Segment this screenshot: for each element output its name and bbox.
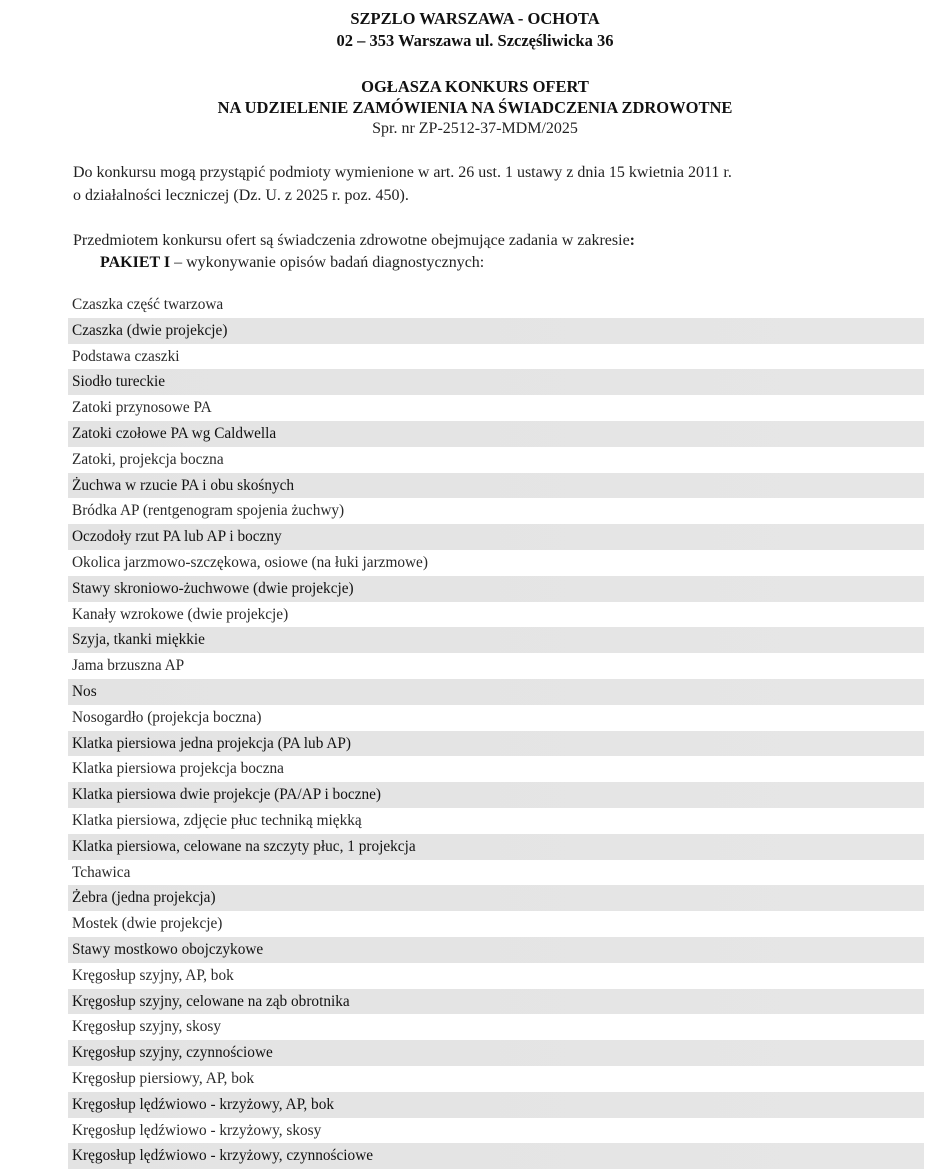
list-item: Stawy mostkowo obojczykowe: [0, 937, 950, 963]
list-item: Szyja, tkanki miękkie: [0, 627, 950, 653]
subject-intro: [73, 229, 873, 252]
examination-list: [0, 292, 950, 1169]
announcement-title: [0, 76, 950, 139]
list-item: Podstawa czaszki: [72, 347, 180, 365]
list-item: Okolica jarzmowo-szczękowa, osiowe (na łuki jarzmowe): [72, 553, 428, 571]
list-item: Bródka AP (rentgenogram spojenia żuchwy): [72, 502, 345, 520]
list-item: Nos: [0, 679, 950, 705]
institution-address: 02 – 353 Warszawa ul. Szczęśliwicka 36: [336, 31, 614, 50]
list-item: Kręgosłup lędźwiowo - krzyżowy, AP, bok: [0, 1092, 950, 1118]
list-item: Kręgosłup lędźwiowo - krzyżowy, skosy: [72, 1121, 322, 1139]
list-item: Kręgosłup lędźwiowo - krzyżowy, czynnościowe: [0, 1143, 950, 1169]
list-item: Zatoki przynosowe PA: [72, 399, 212, 417]
eligibility-line-2: o działalności leczniczej (Dz. U. z 2025 r. poz. 450).: [73, 187, 409, 204]
list-item: Żebra (jedna projekcja): [0, 885, 950, 911]
list-item: Żuchwa w rzucie PA i obu skośnych: [0, 473, 950, 499]
list-item: Czaszka (dwie projekcje): [0, 318, 950, 344]
list-item: Kręgosłup szyjny, czynnościowe: [0, 1040, 950, 1066]
subject-intro-text: Przedmiotem konkursu ofert są świadczenia zdrowotne obejmujące zadania w zakresie: [73, 232, 630, 249]
subject-intro-colon: :: [629, 232, 635, 249]
list-item: Nosogardło (projekcja boczna): [72, 708, 262, 726]
list-item: Klatka piersiowa projekcja boczna: [72, 760, 284, 778]
list-item: Kręgosłup szyjny, AP, bok: [72, 966, 234, 984]
announcement-line-1: OGŁASZA KONKURS OFERT: [361, 77, 589, 96]
document-header: [0, 8, 950, 52]
package-description: – wykonywanie opisów badań diagnostycznych:: [170, 254, 485, 271]
eligibility-paragraph: [73, 161, 873, 207]
package-heading: [100, 252, 484, 274]
reference-number: Spr. nr ZP-2512-37-MDM/2025: [372, 120, 578, 137]
list-item: Zatoki czołowe PA wg Caldwella: [0, 421, 950, 447]
list-item: Jama brzuszna AP: [72, 657, 185, 675]
list-item: Klatka piersiowa jedna projekcja (PA lub AP): [0, 731, 950, 757]
list-item: Tchawica: [72, 863, 131, 881]
list-item: Oczodoły rzut PA lub AP i boczny: [0, 524, 950, 550]
list-item: Mostek (dwie projekcje): [72, 915, 223, 933]
institution-name: SZPZLO WARSZAWA - OCHOTA: [350, 9, 600, 28]
list-item: Klatka piersiowa, celowane na szczyty płuc, 1 projekcja: [0, 834, 950, 860]
list-item: Siodło tureckie: [0, 369, 950, 395]
list-item: Zatoki, projekcja boczna: [72, 450, 224, 468]
list-item: Stawy skroniowo-żuchwowe (dwie projekcje): [0, 576, 950, 602]
list-item: Kręgosłup szyjny, celowane na ząb obrotnika: [0, 989, 950, 1015]
list-item: Kręgosłup szyjny, skosy: [72, 1018, 221, 1036]
package-label: PAKIET I: [100, 254, 171, 271]
list-item: Kręgosłup piersiowy, AP, bok: [72, 1069, 255, 1087]
eligibility-line-1: Do konkursu mogą przystąpić podmioty wymienione w art. 26 ust. 1 ustawy z dnia 15 kwietnia 2011 r.: [73, 164, 732, 181]
list-item: Kanały wzrokowe (dwie projekcje): [72, 605, 289, 623]
list-item: Czaszka część twarzowa: [72, 296, 224, 313]
list-item: Klatka piersiowa dwie projekcje (PA/AP i boczne): [0, 782, 950, 808]
announcement-line-2: NA UDZIELENIE ZAMÓWIENIA NA ŚWIADCZENIA ZDROWOTNE: [217, 98, 733, 117]
list-item: Klatka piersiowa, zdjęcie płuc techniką miękką: [72, 811, 362, 829]
